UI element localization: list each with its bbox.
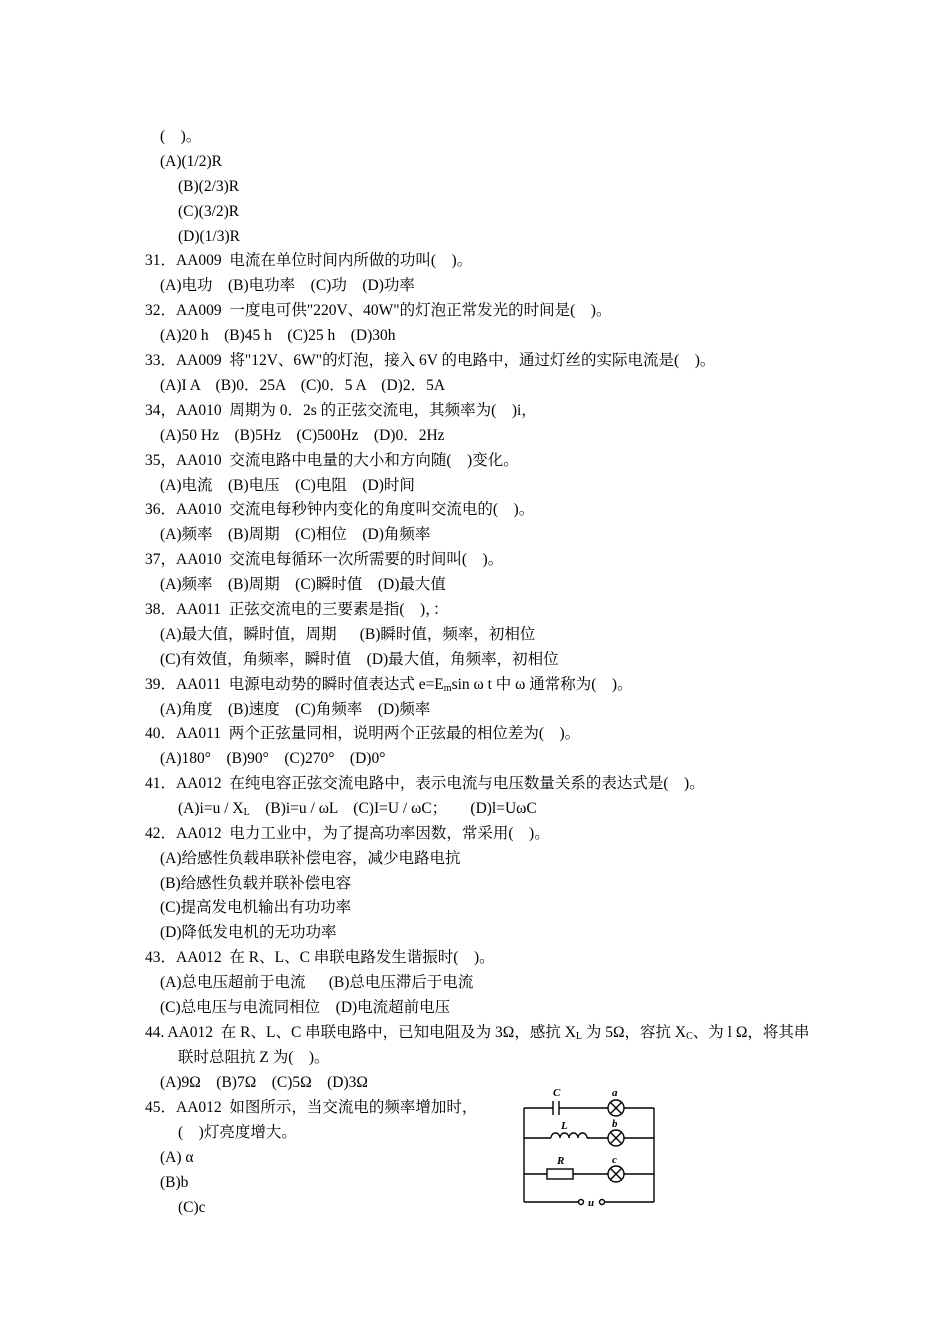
q35-stem: 35，AA010 交流电路中电量的大小和方向随( )变化。 [145,452,519,469]
q37-options: (A)频率 (B)周期 (C)瞬时值 (D)最大值 [160,576,446,593]
q40-stem: 40．AA011 两个正弦量同相，说明两个正弦最的相位差为( )。 [145,725,581,742]
q45-option-b: (B)b [160,1174,189,1191]
q41-options [178,799,537,819]
label-lamp-c: c [612,1154,617,1166]
q44-stem [145,1023,809,1043]
q39-stem-part2: sin ω t 中 ω 通常称为( )。 [451,676,633,693]
q42-stem: 42．AA012 电力工业中，为了提高功率因数，常采用( )。 [145,825,550,842]
q45-stem-line2: ( )灯亮度增大。 [178,1124,297,1141]
q30-stem-tail: ( )。 [160,128,202,145]
q41-stem: 41．AA012 在纯电容正弦交流电路中，表示电流与电压数量关系的表达式是( )。 [145,775,705,792]
label-lamp-a: a [612,1087,618,1099]
q44-stem-part1: 44. AA012 在 R、L、C 串联电路中，已知电阻及为 3Ω，感抗 X [145,1024,576,1041]
q42-option-a: (A)给感性负载串联补偿电容，减少电路电抗 [160,850,461,867]
q32-options: (A)20 h (B)45 h (C)25 h (D)30h [160,327,396,344]
q44-options: (A)9Ω (B)7Ω (C)5Ω (D)3Ω [160,1074,368,1091]
label-resistor: R [557,1155,565,1167]
q31-stem: 31．AA009 电流在单位时间内所做的功叫( )。 [145,252,473,269]
q38-options-row2: (C)有效值，角频率，瞬时值 (D)最大值，角频率，初相位 [160,651,559,668]
q41-options-part2: (B)i=u / ωL (C)I=U / ωC； (D)l=UωC [249,800,537,817]
q44-stem-line2: 联时总阻抗 Z 为( )。 [178,1049,330,1066]
label-lamp-b: b [612,1118,618,1130]
q43-stem: 43．AA012 在 R、L、C 串联电路发生谐振时( )。 [145,949,495,966]
q45-option-a: (A) α [160,1149,194,1166]
q43-options-row2: (C)总电压与电流同相位 (D)电流超前电压 [160,999,451,1016]
q35-options: (A)电流 (B)电压 (C)电阻 (D)时间 [160,477,415,494]
q41-options-part1: (A)i=u / X [178,800,244,817]
q38-stem: 38．AA011 正弦交流电的三要素是指( )，： [145,601,449,618]
q45-stem: 45．AA012 如图所示，当交流电的频率增加时， [145,1099,478,1116]
q44-subscript-c: C [686,1031,693,1042]
q45-option-c: (C)c [178,1199,206,1216]
q42-option-d: (D)降低发电机的无功功率 [160,924,337,941]
q39-stem-part1: 39．AA011 电源电动势的瞬时值表达式 e=E [145,676,444,693]
q39-subscript: m [443,683,452,694]
q33-stem: 33．AA009 将"12V、6W"的灯泡，接入 6V 的电路中，通过灯丝的实际电流是( )。 [145,352,716,369]
q36-options: (A)频率 (B)周期 (C)相位 (D)角频率 [160,526,431,543]
q44-stem-part3: 、为 l Ω，将其串 [692,1024,810,1041]
q39-stem [145,675,633,695]
q30-option-b: (B)(2/3)R [178,178,240,195]
q36-stem: 36．AA010 交流电每秒钟内变化的角度叫交流电的( )。 [145,501,535,518]
q30-option-c: (C)(3/2)R [178,203,240,220]
label-inductor: L [561,1120,568,1132]
q41-subscript: L [243,807,250,818]
q44-stem-part2: 为 5Ω，容抗 X [582,1024,687,1041]
circuit-diagram [515,1085,665,1211]
q38-options-row1: (A)最大值，瞬时值，周期 (B)瞬时值，频率，初相位 [160,626,536,643]
q37-stem: 37，AA010 交流电每循环一次所需要的时间叫( )。 [145,551,504,568]
q43-options-row1: (A)总电压超前于电流 (B)总电压滞后于电流 [160,974,474,991]
q30-option-a: (A)(1/2)R [160,153,222,170]
q42-option-c: (C)提高发电机输出有功功率 [160,899,352,916]
label-capacitor: C [553,1087,561,1099]
q34-options: (A)50 Hz (B)5Hz (C)500Hz (D)0．2Hz [160,427,445,444]
q32-stem: 32．AA009 一度电可供"220V、40W"的灯泡正常发光的时间是( )。 [145,302,612,319]
q44-subscript-l: L [575,1031,583,1042]
q33-options: (A)I A (B)0．25A (C)0．5 A (D)2．5A [160,377,446,394]
q39-options: (A)角度 (B)速度 (C)角频率 (D)频率 [160,701,431,718]
q34-stem: 34，AA010 周期为 0．2s 的正弦交流电，其频率为( )i， [145,402,537,419]
q42-option-b: (B)给感性负载并联补偿电容 [160,875,352,892]
q30-option-d: (D)(1/3)R [178,228,240,245]
q40-options: (A)180° (B)90° (C)270° (D)0° [160,750,386,767]
q31-options: (A)电功 (B)电功率 (C)功 (D)功率 [160,277,415,294]
label-voltage-u: u [588,1197,595,1209]
